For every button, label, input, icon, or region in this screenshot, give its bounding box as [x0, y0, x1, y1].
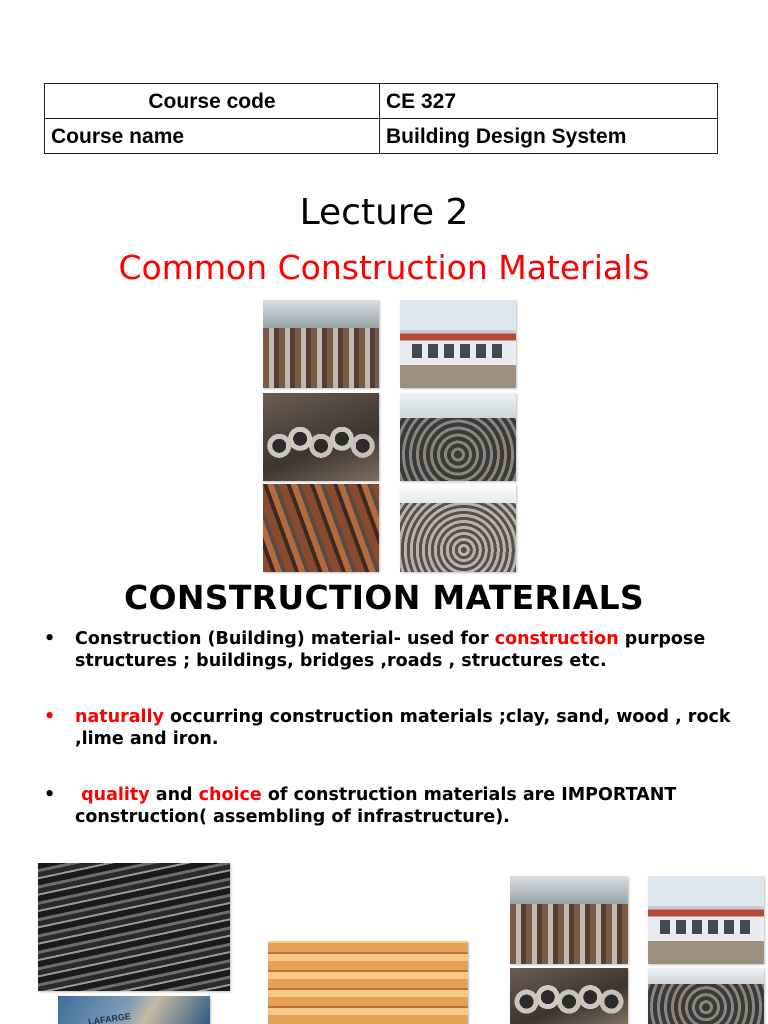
highlight-word: construction — [494, 629, 619, 649]
rusty-pipes-photo — [263, 484, 379, 572]
list-item — [44, 628, 734, 672]
list-item — [44, 706, 734, 750]
factory-building-photo — [400, 300, 516, 388]
bullet-text: and — [149, 785, 199, 805]
timber-planks-photo — [268, 941, 468, 1024]
steel-pipes-photo — [263, 300, 379, 388]
lecture-subtitle: Common Construction Materials — [118, 248, 650, 287]
pipe-ends-photo — [510, 968, 628, 1024]
highlight-word: choice — [198, 785, 262, 805]
bullet-text: Construction (Building) material- used for — [75, 629, 495, 649]
cement-bag-photo — [58, 996, 210, 1024]
highlight-word: quality — [81, 785, 150, 805]
steel-rebar-photo — [38, 863, 230, 991]
course-name-label: Course name — [45, 119, 380, 154]
factory-building-photo — [648, 876, 764, 964]
steel-pipe-pile-photo — [400, 484, 516, 572]
bullet-text: of construction materials are IMPORTANT construction( assembling of infrastructure). — [75, 785, 677, 827]
bullet-list — [44, 628, 734, 862]
bullet-marker: • — [44, 785, 56, 805]
course-name-value: Building Design System — [380, 119, 718, 154]
bullet-marker: • — [44, 629, 56, 649]
course-code-row — [45, 84, 718, 119]
course-code-label: Course code — [45, 84, 380, 119]
course-name-row — [45, 119, 718, 154]
pipe-stack-photo — [648, 968, 764, 1024]
bullet-marker: • — [44, 707, 56, 727]
highlight-word: naturally — [75, 707, 164, 727]
list-item — [44, 784, 734, 828]
course-info-table — [44, 83, 718, 154]
pipe-stack-photo — [400, 393, 516, 481]
pipe-ends-photo — [263, 393, 379, 481]
course-code-value: CE 327 — [380, 84, 718, 119]
bullet-text: purpose structures ; buildings, bridges ,roads , structures etc. — [75, 629, 706, 671]
bullet-text: occurring construction materials ;clay, sand, wood , rock ,lime and iron. — [75, 707, 731, 749]
section-heading: CONSTRUCTION MATERIALS — [123, 578, 645, 617]
lecture-title: Lecture 2 — [299, 192, 469, 233]
steel-pipes-photo — [510, 876, 628, 964]
